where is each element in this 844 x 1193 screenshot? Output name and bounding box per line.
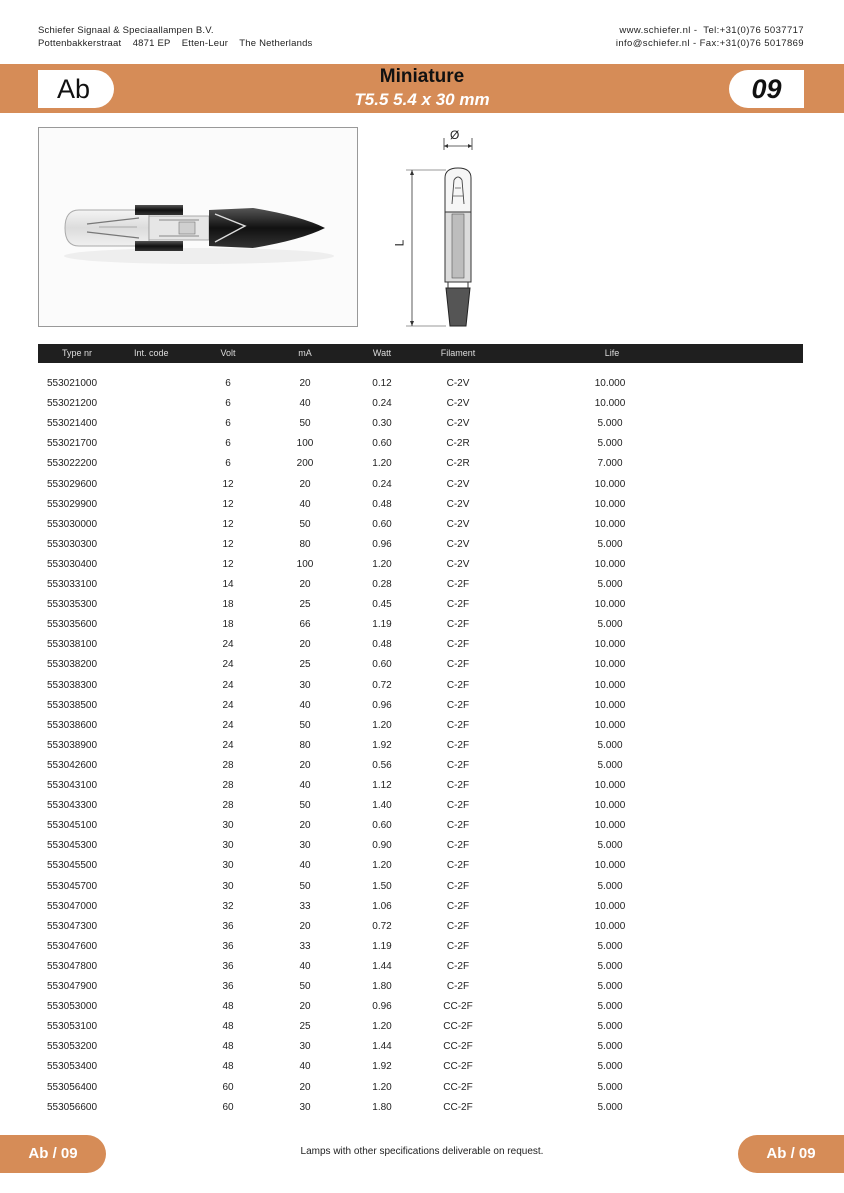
cell-life: 10.000 <box>594 599 626 611</box>
cell-filament: C-2F <box>446 639 470 651</box>
cell-watt: 0.60 <box>372 438 392 450</box>
cell-ma: 25 <box>299 659 311 671</box>
cell-ma: 50 <box>299 418 311 430</box>
table-row <box>0 1098 844 1118</box>
company-street: Pottenbakkerstraat 4871 EP Etten-Leur The Netherlands <box>38 38 313 49</box>
cell-filament: C-2F <box>446 880 470 892</box>
cell-ma: 30 <box>299 1101 311 1113</box>
cell-ma: 100 <box>296 558 314 570</box>
cell-volt: 12 <box>222 518 234 530</box>
cell-volt: 24 <box>222 679 234 691</box>
col-watt: Watt <box>372 348 392 358</box>
cell-volt: 6 <box>225 378 231 389</box>
table-row <box>0 374 844 394</box>
cell-life: 5.000 <box>597 981 623 992</box>
cell-type-nr: 553053200 <box>47 1041 98 1053</box>
cell-volt: 48 <box>222 1001 234 1013</box>
table-row <box>0 756 844 776</box>
cell-type-nr: 553053400 <box>47 1061 98 1073</box>
cell-volt: 30 <box>222 880 234 892</box>
cell-type-nr: 553043300 <box>47 800 98 812</box>
col-ma: mA <box>298 348 312 358</box>
cell-volt: 30 <box>222 860 234 872</box>
cell-ma: 200 <box>296 458 314 470</box>
cell-ma: 40 <box>299 780 311 791</box>
cell-life: 5.000 <box>597 960 623 972</box>
table-body <box>0 374 844 1119</box>
cell-ma: 50 <box>299 719 311 731</box>
cell-watt: 1.50 <box>372 880 392 892</box>
cell-ma: 40 <box>299 699 311 711</box>
cell-watt: 1.92 <box>372 1061 392 1073</box>
cell-life: 10.000 <box>594 820 626 832</box>
table-row <box>0 595 844 615</box>
cell-watt: 0.96 <box>372 538 392 550</box>
cell-type-nr: 553045300 <box>47 840 98 852</box>
table-row <box>0 414 844 434</box>
cell-type-nr: 553053000 <box>47 1001 98 1013</box>
cell-life: 10.000 <box>594 699 626 711</box>
cell-volt: 6 <box>225 438 231 450</box>
cell-filament: CC-2F <box>443 1061 473 1073</box>
cell-volt: 48 <box>222 1061 234 1073</box>
cell-ma: 50 <box>299 880 311 892</box>
cell-watt: 0.12 <box>372 378 392 389</box>
cell-filament: C-2V <box>446 498 470 510</box>
cell-life: 5.000 <box>597 940 623 952</box>
cell-filament: C-2V <box>446 478 470 490</box>
table-row <box>0 716 844 736</box>
table-row <box>0 655 844 675</box>
cell-watt: 1.19 <box>372 940 392 952</box>
cell-ma: 40 <box>299 860 311 872</box>
cell-life: 10.000 <box>594 920 626 932</box>
cell-ma: 40 <box>299 498 311 510</box>
cell-volt: 18 <box>222 599 234 611</box>
col-filament: Filament <box>440 348 476 358</box>
table-row <box>0 736 844 756</box>
cell-type-nr: 553042600 <box>47 759 98 771</box>
company-address <box>38 24 313 50</box>
lamp-photo-illustration <box>39 128 357 326</box>
footer-left-badge: Ab / 09 <box>0 1135 106 1173</box>
cell-filament: C-2F <box>446 840 470 852</box>
cell-filament: C-2V <box>446 558 470 570</box>
cell-filament: C-2F <box>446 940 470 952</box>
cell-ma: 20 <box>299 920 311 932</box>
cell-type-nr: 553030400 <box>47 558 98 570</box>
cell-watt: 1.80 <box>372 981 392 992</box>
cell-watt: 0.24 <box>372 398 392 410</box>
cell-type-nr: 553045700 <box>47 880 98 892</box>
table-row <box>0 696 844 716</box>
cell-life: 5.000 <box>597 438 623 450</box>
cell-filament: C-2F <box>446 800 470 812</box>
page-subtitle: T5.5 5.4 x 30 mm <box>354 90 490 109</box>
cell-ma: 80 <box>299 538 311 550</box>
cell-type-nr: 553045100 <box>47 820 98 832</box>
cell-filament: C-2F <box>446 719 470 731</box>
cell-type-nr: 553056600 <box>47 1101 98 1113</box>
cell-life: 5.000 <box>597 1001 623 1013</box>
cell-type-nr: 553047600 <box>47 940 98 952</box>
cell-life: 5.000 <box>597 880 623 892</box>
col-int-code: Int. code <box>134 348 169 358</box>
cell-ma: 33 <box>299 900 311 912</box>
cell-type-nr: 553035300 <box>47 599 98 611</box>
cell-type-nr: 553030300 <box>47 538 98 550</box>
cell-filament: C-2F <box>446 599 470 611</box>
cell-filament: C-2F <box>446 659 470 671</box>
cell-type-nr: 553021000 <box>47 378 98 389</box>
cell-filament: C-2V <box>446 378 470 389</box>
cell-ma: 40 <box>299 398 311 410</box>
cell-ma: 30 <box>299 679 311 691</box>
cell-ma: 30 <box>299 840 311 852</box>
cell-watt: 1.40 <box>372 800 392 812</box>
cell-volt: 6 <box>225 458 231 470</box>
cell-watt: 0.48 <box>372 639 392 651</box>
cell-watt: 1.20 <box>372 1021 392 1033</box>
cell-life: 5.000 <box>597 538 623 550</box>
cell-filament: C-2F <box>446 759 470 771</box>
cell-watt: 0.30 <box>372 418 392 430</box>
cell-watt: 0.96 <box>372 699 392 711</box>
cell-filament: CC-2F <box>443 1081 473 1093</box>
cell-volt: 6 <box>225 418 231 430</box>
cell-volt: 18 <box>222 619 234 631</box>
page-number-badge: 09 <box>729 70 804 108</box>
cell-life: 10.000 <box>594 860 626 872</box>
cell-volt: 48 <box>222 1041 234 1053</box>
cell-ma: 20 <box>299 1081 311 1093</box>
cell-filament: C-2F <box>446 619 470 631</box>
table-row <box>0 676 844 696</box>
cell-ma: 100 <box>296 438 314 450</box>
cell-watt: 1.92 <box>372 739 392 751</box>
cell-volt: 12 <box>222 538 234 550</box>
cell-type-nr: 553047000 <box>47 900 98 912</box>
cell-watt: 1.20 <box>372 860 392 872</box>
cell-watt: 1.20 <box>372 558 392 570</box>
cell-volt: 24 <box>222 699 234 711</box>
cell-filament: CC-2F <box>443 1101 473 1113</box>
cell-filament: C-2F <box>446 900 470 912</box>
cell-volt: 32 <box>222 900 234 912</box>
table-row <box>0 515 844 535</box>
cell-life: 5.000 <box>597 619 623 631</box>
cell-filament: C-2V <box>446 418 470 430</box>
table-row <box>0 1017 844 1037</box>
cell-life: 10.000 <box>594 558 626 570</box>
cell-filament: C-2V <box>446 538 470 550</box>
cell-life: 5.000 <box>597 418 623 430</box>
cell-type-nr: 553038900 <box>47 739 98 751</box>
cell-type-nr: 553038500 <box>47 699 98 711</box>
cell-type-nr: 553053100 <box>47 1021 98 1033</box>
cell-type-nr: 553022200 <box>47 458 98 470</box>
cell-filament: CC-2F <box>443 1001 473 1013</box>
table-row <box>0 555 844 575</box>
product-photo <box>38 127 358 327</box>
cell-ma: 50 <box>299 981 311 992</box>
cell-watt: 1.44 <box>372 960 392 972</box>
cell-volt: 60 <box>222 1101 234 1113</box>
cell-life: 5.000 <box>597 1101 623 1113</box>
table-row <box>0 535 844 555</box>
table-row <box>0 776 844 796</box>
cell-ma: 40 <box>299 1061 311 1073</box>
cell-life: 10.000 <box>594 398 626 410</box>
table-row <box>0 897 844 917</box>
cell-life: 10.000 <box>594 478 626 490</box>
cell-volt: 14 <box>222 579 234 590</box>
company-contact <box>616 24 804 50</box>
cell-type-nr: 553029600 <box>47 478 98 490</box>
cell-filament: C-2R <box>446 458 470 470</box>
cell-volt: 24 <box>222 739 234 751</box>
cell-volt: 48 <box>222 1021 234 1033</box>
cell-volt: 12 <box>222 478 234 490</box>
table-row <box>0 997 844 1017</box>
cell-watt: 0.60 <box>372 820 392 832</box>
cell-ma: 66 <box>299 619 311 631</box>
cell-watt: 0.45 <box>372 599 392 611</box>
cell-filament: C-2V <box>446 518 470 530</box>
cell-life: 10.000 <box>594 498 626 510</box>
cell-watt: 1.12 <box>372 780 392 791</box>
cell-life: 5.000 <box>597 1021 623 1033</box>
cell-watt: 1.06 <box>372 900 392 912</box>
cell-ma: 40 <box>299 960 311 972</box>
cell-volt: 6 <box>225 398 231 410</box>
cell-watt: 0.60 <box>372 518 392 530</box>
table-row <box>0 1037 844 1057</box>
contact-email-fax: info@schiefer.nl - Fax:+31(0)76 5017869 <box>615 38 804 49</box>
table-row <box>0 454 844 474</box>
cell-watt: 0.48 <box>372 498 392 510</box>
cell-type-nr: 553038100 <box>47 639 98 651</box>
col-type-nr: Type nr <box>62 348 93 358</box>
cell-ma: 20 <box>299 1001 311 1013</box>
table-row <box>0 495 844 515</box>
table-row <box>0 796 844 816</box>
table-row <box>0 575 844 595</box>
cell-volt: 28 <box>222 800 234 812</box>
cell-watt: 0.72 <box>372 920 392 932</box>
cell-type-nr: 553047800 <box>47 960 98 972</box>
cell-life: 10.000 <box>594 679 626 691</box>
cell-life: 5.000 <box>597 840 623 852</box>
cell-life: 10.000 <box>594 518 626 530</box>
table-row <box>0 957 844 977</box>
cell-life: 10.000 <box>594 659 626 671</box>
cell-type-nr: 553029900 <box>47 498 98 510</box>
cell-ma: 50 <box>299 518 311 530</box>
cell-filament: C-2V <box>446 398 470 410</box>
cell-type-nr: 553021700 <box>47 438 98 450</box>
lamp-dimension-diagram <box>396 128 496 332</box>
cell-type-nr: 553021400 <box>47 418 98 430</box>
cell-ma: 80 <box>299 739 311 751</box>
table-row <box>0 977 844 997</box>
cell-filament: C-2F <box>446 860 470 872</box>
table-row <box>0 1078 844 1098</box>
cell-ma: 20 <box>299 820 311 832</box>
cell-type-nr: 553035600 <box>47 619 98 631</box>
cell-life: 5.000 <box>597 1081 623 1093</box>
table-header <box>38 344 803 363</box>
cell-type-nr: 553030000 <box>47 518 98 530</box>
cell-volt: 12 <box>222 498 234 510</box>
cell-volt: 12 <box>222 558 234 570</box>
dimension-drawing <box>392 128 496 332</box>
cell-watt: 0.24 <box>372 478 392 490</box>
cell-life: 5.000 <box>597 1061 623 1073</box>
cell-watt: 1.19 <box>372 619 392 631</box>
col-life: Life <box>604 348 620 358</box>
cell-filament: C-2F <box>446 679 470 691</box>
cell-type-nr: 553038600 <box>47 719 98 731</box>
cell-watt: 1.80 <box>372 1101 392 1113</box>
cell-volt: 24 <box>222 639 234 651</box>
cell-life: 5.000 <box>597 1041 623 1053</box>
cell-watt: 1.20 <box>372 1081 392 1093</box>
table-row <box>0 856 844 876</box>
cell-life: 10.000 <box>594 900 626 912</box>
cell-filament: C-2F <box>446 699 470 711</box>
cell-type-nr: 553038300 <box>47 679 98 691</box>
cell-life: 7.000 <box>597 458 623 470</box>
cell-ma: 20 <box>299 579 311 590</box>
cell-volt: 24 <box>222 719 234 731</box>
page-title: Miniature <box>379 66 465 87</box>
cell-ma: 30 <box>299 1041 311 1053</box>
cell-watt: 0.90 <box>372 840 392 852</box>
cell-life: 10.000 <box>594 378 626 389</box>
cell-type-nr: 553021200 <box>47 398 98 410</box>
cell-volt: 28 <box>222 759 234 771</box>
cell-volt: 60 <box>222 1081 234 1093</box>
cell-watt: 0.96 <box>372 1001 392 1013</box>
table-row <box>0 816 844 836</box>
category-badge: Ab <box>38 70 114 108</box>
cell-type-nr: 553047300 <box>47 920 98 932</box>
cell-ma: 25 <box>299 599 311 611</box>
cell-ma: 25 <box>299 1021 311 1033</box>
table-row <box>0 937 844 957</box>
footer-note: Lamps with other specifications deliverable on request. <box>300 1146 544 1157</box>
cell-watt: 1.20 <box>372 458 392 470</box>
cell-volt: 36 <box>222 940 234 952</box>
cell-filament: CC-2F <box>443 1021 473 1033</box>
cell-filament: C-2F <box>446 920 470 932</box>
cell-watt: 0.28 <box>372 579 392 590</box>
col-volt: Volt <box>220 348 236 358</box>
table-row <box>0 475 844 495</box>
cell-watt: 0.72 <box>372 679 392 691</box>
cell-filament: C-2F <box>446 981 470 992</box>
table-row <box>0 394 844 414</box>
cell-volt: 30 <box>222 820 234 832</box>
cell-life: 5.000 <box>597 759 623 771</box>
table-row <box>0 434 844 454</box>
cell-life: 10.000 <box>594 780 626 791</box>
table-row <box>0 917 844 937</box>
cell-ma: 20 <box>299 759 311 771</box>
table-row <box>0 836 844 856</box>
cell-volt: 30 <box>222 840 234 852</box>
cell-life: 5.000 <box>597 739 623 751</box>
cell-type-nr: 553056400 <box>47 1081 98 1093</box>
table-row <box>0 877 844 897</box>
cell-filament: C-2F <box>446 579 470 590</box>
cell-filament: C-2F <box>446 780 470 791</box>
cell-filament: C-2R <box>446 438 470 450</box>
contact-web-phone: www.schiefer.nl - Tel:+31(0)76 5037717 <box>619 25 804 36</box>
cell-volt: 24 <box>222 659 234 671</box>
cell-volt: 36 <box>222 920 234 932</box>
cell-ma: 20 <box>299 478 311 490</box>
cell-ma: 20 <box>299 378 311 389</box>
diameter-label: Ø <box>450 128 460 142</box>
cell-watt: 1.44 <box>372 1041 392 1053</box>
cell-life: 10.000 <box>594 800 626 812</box>
cell-volt: 36 <box>222 960 234 972</box>
cell-watt: 1.20 <box>372 719 392 731</box>
cell-type-nr: 553043100 <box>47 780 98 791</box>
length-label: L <box>392 239 407 247</box>
table-row <box>0 615 844 635</box>
cell-filament: C-2F <box>446 739 470 751</box>
cell-volt: 28 <box>222 780 234 791</box>
cell-ma: 33 <box>299 940 311 952</box>
cell-watt: 0.60 <box>372 659 392 671</box>
cell-type-nr: 553047900 <box>47 981 98 992</box>
footer-right-badge: Ab / 09 <box>738 1135 844 1173</box>
cell-life: 10.000 <box>594 719 626 731</box>
table-row <box>0 1057 844 1077</box>
cell-ma: 20 <box>299 639 311 651</box>
cell-life: 5.000 <box>597 579 623 590</box>
cell-filament: C-2F <box>446 960 470 972</box>
cell-watt: 0.56 <box>372 759 392 771</box>
cell-type-nr: 553038200 <box>47 659 98 671</box>
table-row <box>0 635 844 655</box>
cell-filament: C-2F <box>446 820 470 832</box>
cell-ma: 50 <box>299 800 311 812</box>
cell-life: 10.000 <box>594 639 626 651</box>
cell-type-nr: 553033100 <box>47 579 98 590</box>
company-name: Schiefer Signaal & Speciaallampen B.V. <box>38 25 214 36</box>
cell-volt: 36 <box>222 981 234 992</box>
cell-filament: CC-2F <box>443 1041 473 1053</box>
cell-type-nr: 553045500 <box>47 860 98 872</box>
